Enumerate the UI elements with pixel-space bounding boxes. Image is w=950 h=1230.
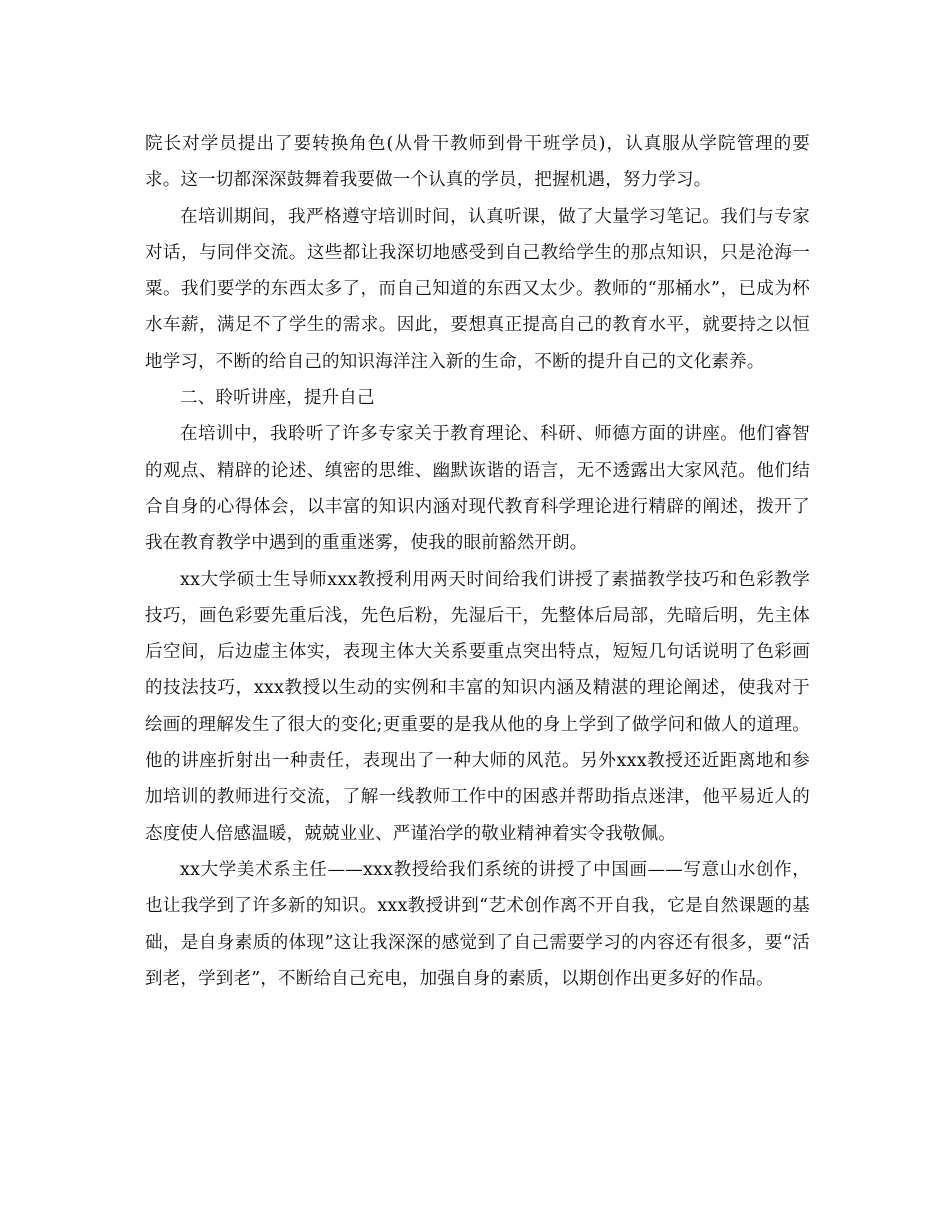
document-body (145, 126, 810, 997)
paragraph-1: 院长对学员提出了要转换角色(从骨干教师到骨干班学员)，认真服从学院管理的要求。这一切都深深鼓舞着我要做一个认真的学员，把握机遇，努力学习。 (145, 134, 810, 191)
paragraph-4: xx大学硕士生导师xxx教授利用两天时间给我们讲授了素描教学技巧和色彩教学技巧，画色彩要先重后浅，先色后粉，先湿后干，先整体后局部，先暗后明，先主体后空间，后边虚主体实，表现主体大关系要重点突出特点，短短几句话说明了色彩画的技法技巧，xxx教授以生动的实例和丰富的知识内涵及精湛的理论阐述，使我对于绘画的理解发生了很大的变化;更重要的是我从他的身上学到了做学问和做人的道理。他的讲座折射出一种责任，表现出了一种大师的风范。另外xxx教授还近距离地和参加培训的教师进行交流，了解一线教师工作中的困惑并帮助指点迷津，他平易近人的态度使人倍感温暖，兢兢业业、严谨治学的敬业精神着实令我敬佩。 (145, 569, 810, 844)
paragraph-5: xx大学美术系主任——xxx教授给我们系统的讲授了中国画——写意山水创作，也让我学到了许多新的知识。xxx教授讲到“艺术创作离不开自我，它是自然课题的基础，是自身素质的体现”这让我深深的感觉到了自己需要学习的内容还有很多，要“活到老，学到老”，不断给自己充电，加强自身的素质，以期创作出更多好的作品。 (145, 859, 810, 989)
paragraph-2: 在培训期间，我严格遵守培训时间，认真听课，做了大量学习笔记。我们与专家对话，与同伴交流。这些都让我深切地感受到自己教给学生的那点知识，只是沧海一粟。我们要学的东西太多了，而自己知道的东西又太少。教师的“那桶水”，已成为杯水车薪，满足不了学生的需求。因此，要想真正提高自己的教育水平，就要持之以恒地学习，不断的给自己的知识海洋注入新的生命，不断的提升自己的文化素养。 (145, 206, 810, 372)
paragraph-3: 在培训中，我聆听了许多专家关于教育理论、科研、师德方面的讲座。他们睿智的观点、精辟的论述、缜密的思维、幽默诙谐的语言，无不透露出大家风范。他们结合自身的心得体会，以丰富的知识内涵对现代教育科学理论进行精辟的阐述，拨开了我在教育教学中遇到的重重迷雾，使我的眼前豁然开朗。 (145, 424, 810, 554)
section-heading: 二、聆听讲座，提升自己 (180, 388, 375, 409)
